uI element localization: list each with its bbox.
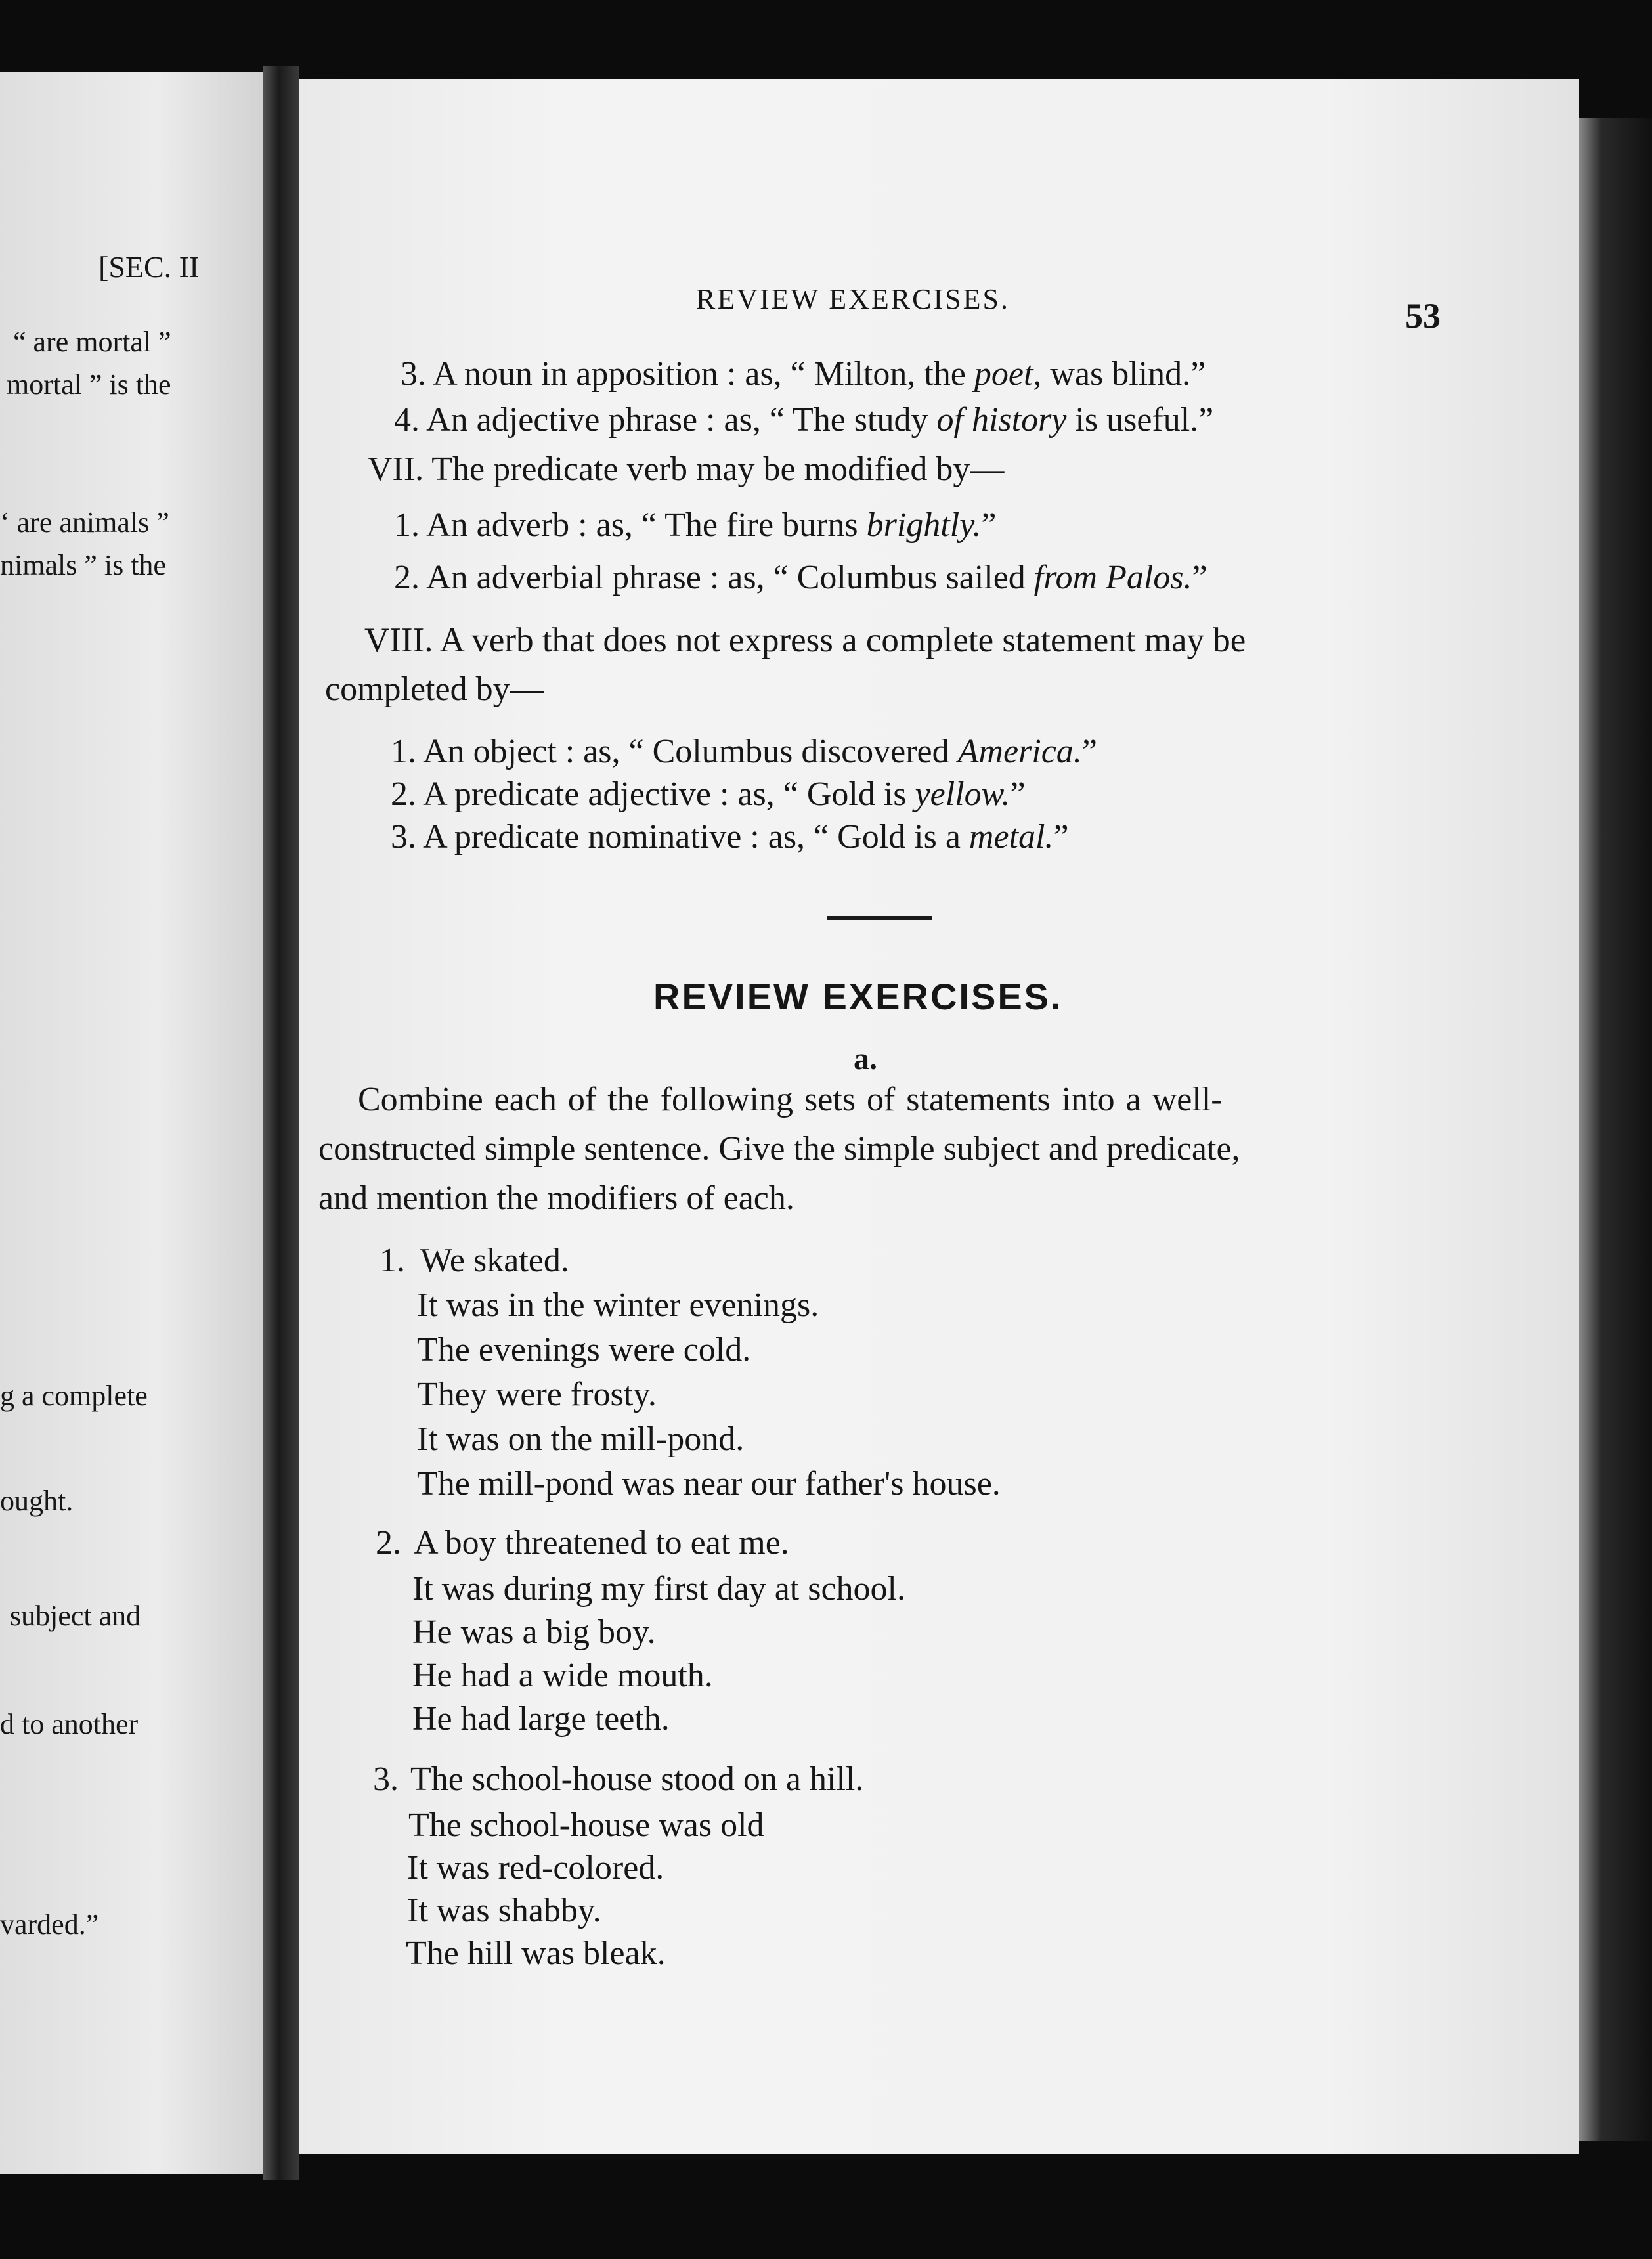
exercise-line: The evenings were cold. — [417, 1331, 751, 1369]
exercise-line: It was on the mill-pond. — [417, 1420, 745, 1458]
exercise-line: The mill-pond was near our father's house. — [417, 1465, 1001, 1502]
rule-line: 3. A noun in apposition : as, “ Milton, the poet, was blind.” — [401, 355, 1206, 393]
exercise-line: It was shabby. — [407, 1892, 601, 1929]
left-page-line: ‘ are animals ” — [0, 506, 169, 538]
rule-line: 1. An adverb : as, “ The fire burns brightly.” — [394, 506, 997, 544]
left-page — [0, 72, 263, 2174]
left-page-line: mortal ” is the — [7, 368, 171, 401]
left-page-line: varded.” — [0, 1908, 99, 1941]
rule-line: 4. An adjective phrase : as, “ The study of history is useful.” — [394, 401, 1214, 439]
left-page-line: g a complete — [0, 1380, 148, 1412]
rule-line: completed by— — [325, 670, 544, 708]
exercise-line: The hill was bleak. — [406, 1935, 666, 1972]
rule-line: 1. An object : as, “ Columbus discovered America.” — [391, 733, 1097, 770]
instruction-line: Combine each of the following sets of statements into a well- — [358, 1081, 1223, 1118]
exercise-line: He had large teeth. — [412, 1700, 670, 1738]
page-number: 53 — [1405, 296, 1441, 336]
section-divider — [827, 916, 932, 920]
exercise-number: 3. — [373, 1761, 399, 1798]
exercise-line: He had a wide mouth. — [412, 1657, 713, 1694]
exercise-line: We skated. — [420, 1242, 569, 1279]
exercise-line: It was during my first day at school. — [412, 1570, 905, 1608]
left-page-line: ought. — [0, 1485, 74, 1517]
exercise-line: The school-house stood on a hill. — [410, 1761, 864, 1798]
exercise-line: It was red-colored. — [407, 1849, 664, 1887]
section-heading: REVIEW EXERCISES. — [653, 976, 1063, 1017]
exercise-line: It was in the winter evenings. — [417, 1286, 819, 1324]
instruction-line: and mention the modifiers of each. — [318, 1179, 794, 1217]
left-page-line: nimals ” is the — [0, 549, 166, 581]
exercise-line: The school-house was old — [408, 1807, 764, 1844]
running-head: REVIEW EXERCISES. — [696, 283, 1010, 315]
exercise-number: 1. — [380, 1242, 405, 1279]
rule-line: 3. A predicate nominative : as, “ Gold is a metal.” — [391, 818, 1069, 856]
exercise-line: A boy threatened to eat me. — [414, 1524, 789, 1562]
left-page-line: [SEC. II — [98, 250, 200, 284]
rule-line: 2. A predicate adjective : as, “ Gold is yellow.” — [391, 776, 1026, 813]
rule-line: VII. The predicate verb may be modified by— — [368, 450, 1005, 488]
exercise-line: He was a big boy. — [412, 1613, 656, 1651]
left-page-line: “ are mortal ” — [13, 326, 171, 358]
exercise-number: 2. — [376, 1524, 401, 1562]
book-spine — [263, 66, 299, 2180]
rule-line: 2. An adverbial phrase : as, “ Columbus sailed from Palos.” — [394, 559, 1207, 596]
page-edge — [1579, 118, 1652, 2141]
rule-line: VIII. A verb that does not express a complete statement may be — [364, 621, 1246, 659]
left-page-line: subject and — [10, 1600, 141, 1632]
section-letter: a. — [854, 1042, 877, 1076]
left-page-line: d to another — [0, 1708, 139, 1740]
exercise-line: They were frosty. — [417, 1376, 657, 1413]
instruction-line: constructed simple sentence. Give the simple subject and predicate, — [318, 1130, 1240, 1168]
